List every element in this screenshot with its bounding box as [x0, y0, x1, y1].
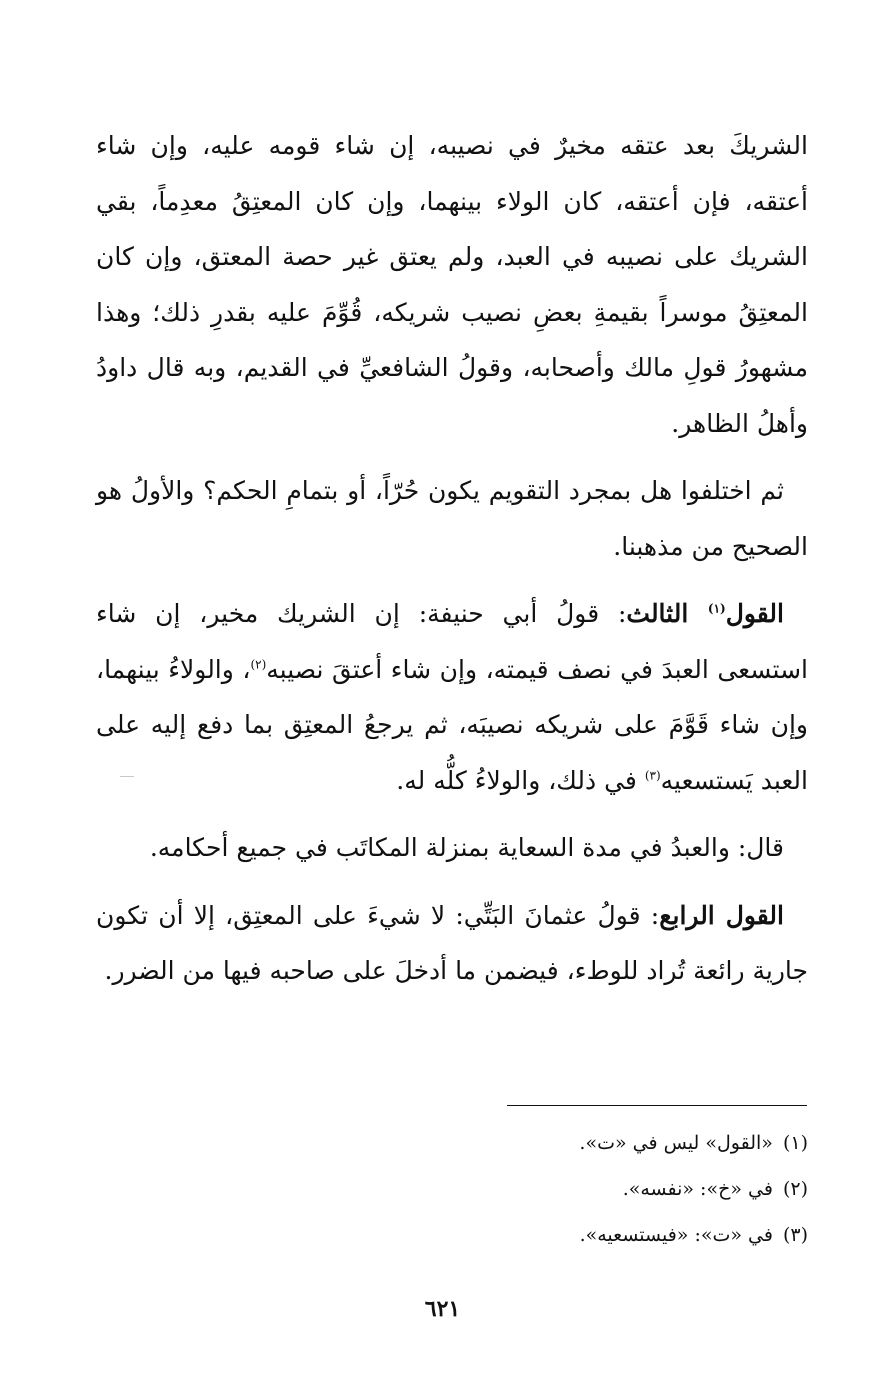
footnote-marker-1[interactable]: (١) — [707, 601, 726, 616]
page-number: ٦٢١ — [424, 1296, 461, 1322]
paragraph-5-heading: القول الرابع — [659, 900, 785, 930]
footnote-separator — [507, 1105, 807, 1106]
heading-ordinal: الثالث — [626, 599, 708, 628]
paragraph-3-text-c: في ذلك، والولاءُ كلُّه له. — [396, 765, 645, 795]
footnote-marker-2[interactable]: (٢) — [250, 657, 267, 672]
paragraph-3-text-b: ، والولاءُ بينهما، وإن شاء قَوَّمَ على شريكه نصيبَه، ثم يرجعُ المعتِق بما دفع إليه على العبد يَستسعيه — [96, 654, 808, 795]
footnote-2-number: (٢) — [782, 1178, 808, 1200]
paragraph-5-text: : قولُ عثمانَ البَتِّي: لا شيءَ على المعتِق، إلا أن تكون جارية رائعة تُراد للوطء، فيضمن ما أدخلَ على صاحبه فيها من الضرر. — [96, 900, 808, 985]
footnote-2 — [96, 1166, 808, 1212]
scan-speck — [120, 776, 134, 777]
heading-word: القول — [725, 599, 784, 628]
paragraph-2 — [96, 463, 808, 574]
footnote-1 — [96, 1120, 808, 1166]
footnotes — [96, 1120, 808, 1258]
footnote-1-number: (١) — [782, 1132, 808, 1154]
paragraph-3-heading — [626, 599, 784, 628]
footnote-3-text: في «ت»: «فيستسعيه». — [579, 1224, 773, 1246]
paragraph-3 — [96, 586, 808, 808]
paragraph-3-text-a: : قولُ أبي حنيفة: إن الشريك مخير، إن شاء استسعى العبدَ في نصف قيمته، وإن شاء أعتقَ نصيبه — [96, 599, 808, 684]
footnote-1-text: «القول» ليس في «ت». — [579, 1132, 773, 1154]
footnote-2-text: في «خ»: «نفسه». — [622, 1178, 773, 1200]
footnote-3 — [96, 1212, 808, 1258]
footnote-3-number: (٣) — [782, 1224, 808, 1246]
paragraph-5 — [96, 888, 808, 999]
paragraph-1-text: الشريكَ بعد عتقه مخيرٌ في نصيبه، إن شاء قومه عليه، وإن شاء أعتقه، فإن أعتقه، كان الولاء بينهما، وإن كان المعتِقُ معدِماً، بقي الشريك على نصيبه في العبد، ولم يعتق غير حصة المعتق، وإن كان المعتِقُ موسراً بقيمةِ بعضِ نصيب شريكه، قُوِّمَ عليه بقدرِ ذلك؛ وهذا مشهورُ قولِ مالك وأصحابه، وقولُ الشافعيِّ في القديم، وبه قال داودُ وأهلُ الظاهر. — [96, 131, 809, 438]
paragraph-1 — [96, 118, 808, 451]
paragraph-4 — [96, 820, 808, 876]
paragraph-4-text: قال: والعبدُ في مدة السعاية بمنزلة المكاتَب في جميع أحكامه. — [149, 833, 784, 862]
main-text — [96, 118, 808, 1011]
footnote-marker-3[interactable]: (٣) — [644, 768, 661, 783]
paragraph-2-text: ثم اختلفوا هل بمجرد التقويم يكون حُرّاً، أو بتمامِ الحكم؟ والأولُ هو الصحيح من مذهبنا. — [96, 476, 808, 561]
